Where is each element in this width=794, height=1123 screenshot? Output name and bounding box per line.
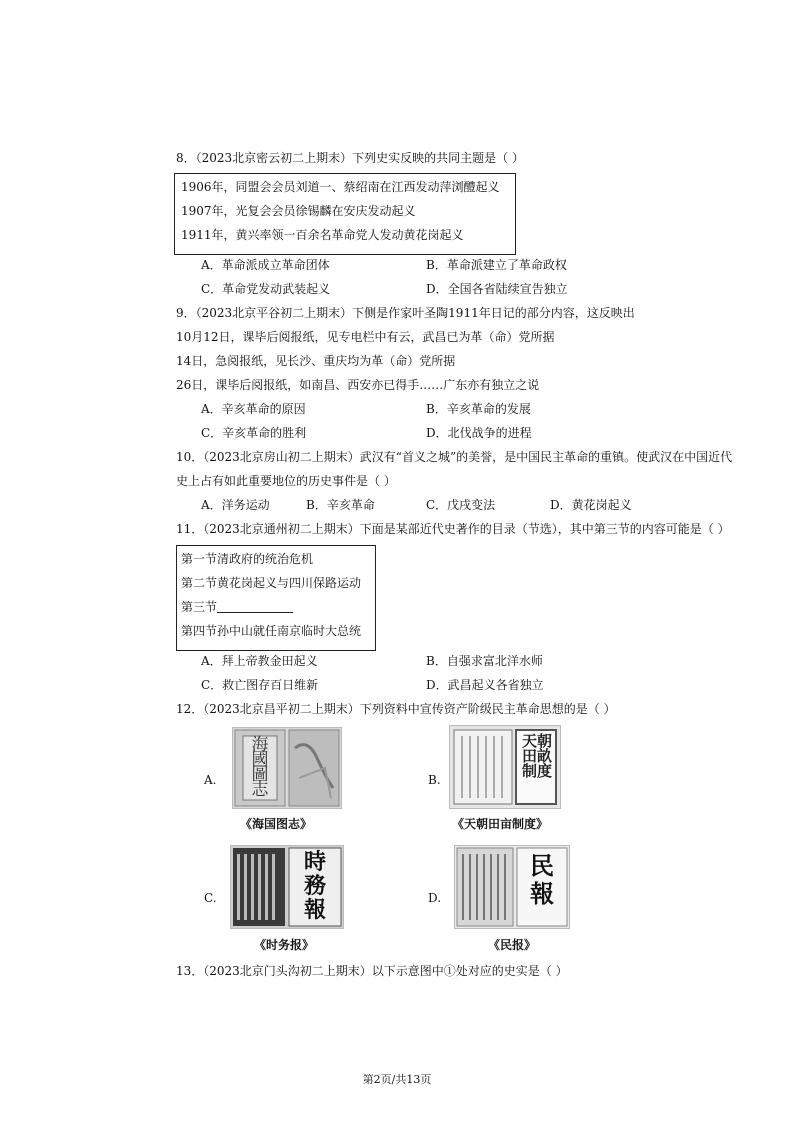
fill-blank <box>217 600 293 613</box>
q8-option-c[interactable]: C．革命党发动武装起义 <box>201 282 331 296</box>
tianchao-cover-text: 天朝田畝制度 <box>522 732 553 780</box>
q8-material-line: 1911年，黄兴率领一百余名革命党人发动黄花岗起义 <box>181 228 464 242</box>
q11-stem: 11．（2023北京通州初二上期末）下面是某部近代史著作的目录（节选），其中第三节的内容可能是（ ） <box>176 522 730 536</box>
q10-option-a[interactable]: A．洋务运动 <box>201 498 270 512</box>
q11-contents-box <box>176 545 376 651</box>
q8-material-box <box>174 173 516 255</box>
q12-caption-d: 《民报》 <box>488 938 537 952</box>
q9-diary-line: 14日，急阅报纸，见长沙、重庆均为革（命）党所据 <box>176 354 456 368</box>
q11-option-c[interactable]: C．救亡图存百日维新 <box>201 678 319 692</box>
q12-option-c-letter[interactable]: C. <box>204 891 217 905</box>
tianchao-tianmu-image[interactable] <box>449 725 561 809</box>
q12-caption-c: 《时务报》 <box>254 938 315 952</box>
q8-stem: 8．（2023北京密云初二上期末）下列史实反映的共同主题是（ ） <box>176 151 524 165</box>
q9-option-a[interactable]: A．辛亥革命的原因 <box>201 402 306 416</box>
q12-caption-a: 《海国图志》 <box>240 817 313 831</box>
q12-stem: 12．（2023北京昌平初二上期末）下列资料中宣传资产阶级民主革命思想的是（ ） <box>176 702 616 716</box>
shiwubao-cover-text: 時務報 <box>303 849 326 923</box>
q12-option-d-letter[interactable]: D. <box>428 891 442 905</box>
minbao-image[interactable] <box>454 845 570 929</box>
q9-option-d[interactable]: D．北伐战争的进程 <box>426 426 532 440</box>
q12-caption-b: 《天朝田亩制度》 <box>452 817 549 831</box>
q11-contents-line: 第四节孙中山就任南京临时大总统 <box>181 624 362 638</box>
q11-contents-line: 第一节清政府的统治危机 <box>181 552 314 566</box>
shiwubao-image[interactable] <box>230 845 344 929</box>
q13-stem: 13．（2023北京门头沟初二上期末）以下示意图中①处对应的史实是（ ） <box>176 964 568 978</box>
q9-stem: 9．（2023北京平谷初二上期末）下侧是作家叶圣陶1911年日记的部分内容，这反映出 <box>176 306 635 320</box>
q11-option-d[interactable]: D．武昌起义各省独立 <box>426 678 544 692</box>
q8-option-a[interactable]: A．革命派成立革命团体 <box>201 258 330 272</box>
q9-diary-line: 10月12日，课毕后阅报纸，见专电栏中有云，武昌已为革（命）党所据 <box>176 330 555 344</box>
q10-stem-line1: 10．（2023北京房山初二上期末）武汉有“首义之城”的美誉，是中国民主革命的重镇。使武汉在中国近代 <box>176 450 733 464</box>
q10-option-c[interactable]: C．戊戌变法 <box>426 498 496 512</box>
q12-option-b-letter[interactable]: B. <box>428 773 441 787</box>
q8-option-d[interactable]: D．全国各省陆续宣告独立 <box>426 282 568 296</box>
q11-contents-line: 第二节黄花岗起义与四川保路运动 <box>181 576 362 590</box>
q11-option-a[interactable]: A．拜上帝教金田起义 <box>201 654 318 668</box>
q9-option-c[interactable]: C．辛亥革命的胜利 <box>201 426 307 440</box>
q11-option-b[interactable]: B．自强求富北洋水师 <box>426 654 543 668</box>
q12-option-a-letter[interactable]: A. <box>204 773 217 787</box>
q11-contents-line: 第三节 <box>181 599 293 615</box>
q8-material-line: 1906年，同盟会会员刘道一、蔡绍南在江西发动萍浏醴起义 <box>181 180 500 194</box>
q9-option-b[interactable]: B．辛亥革命的发展 <box>426 402 531 416</box>
q10-option-d[interactable]: D．黄花岗起义 <box>550 498 632 512</box>
q8-option-b[interactable]: B．革命派建立了革命政权 <box>426 258 567 272</box>
q9-diary-line: 26日，课毕后阅报纸，如南昌、西安亦已得手……广东亦有独立之说 <box>176 378 540 392</box>
haiguo-tuzhi-cover-text: 海國圖志 <box>251 735 269 800</box>
minbao-cover-text: 民報 <box>530 851 554 908</box>
q10-stem-line2: 史上占有如此重要地位的历史事件是（ ） <box>176 474 396 488</box>
haiguo-tuzhi-image[interactable] <box>232 727 342 809</box>
page-number: 第2页/共13页 <box>362 1073 432 1086</box>
q10-option-b[interactable]: B．辛亥革命 <box>306 498 375 512</box>
q8-material-line: 1907年，光复会会员徐锡麟在安庆发动起义 <box>181 204 416 218</box>
